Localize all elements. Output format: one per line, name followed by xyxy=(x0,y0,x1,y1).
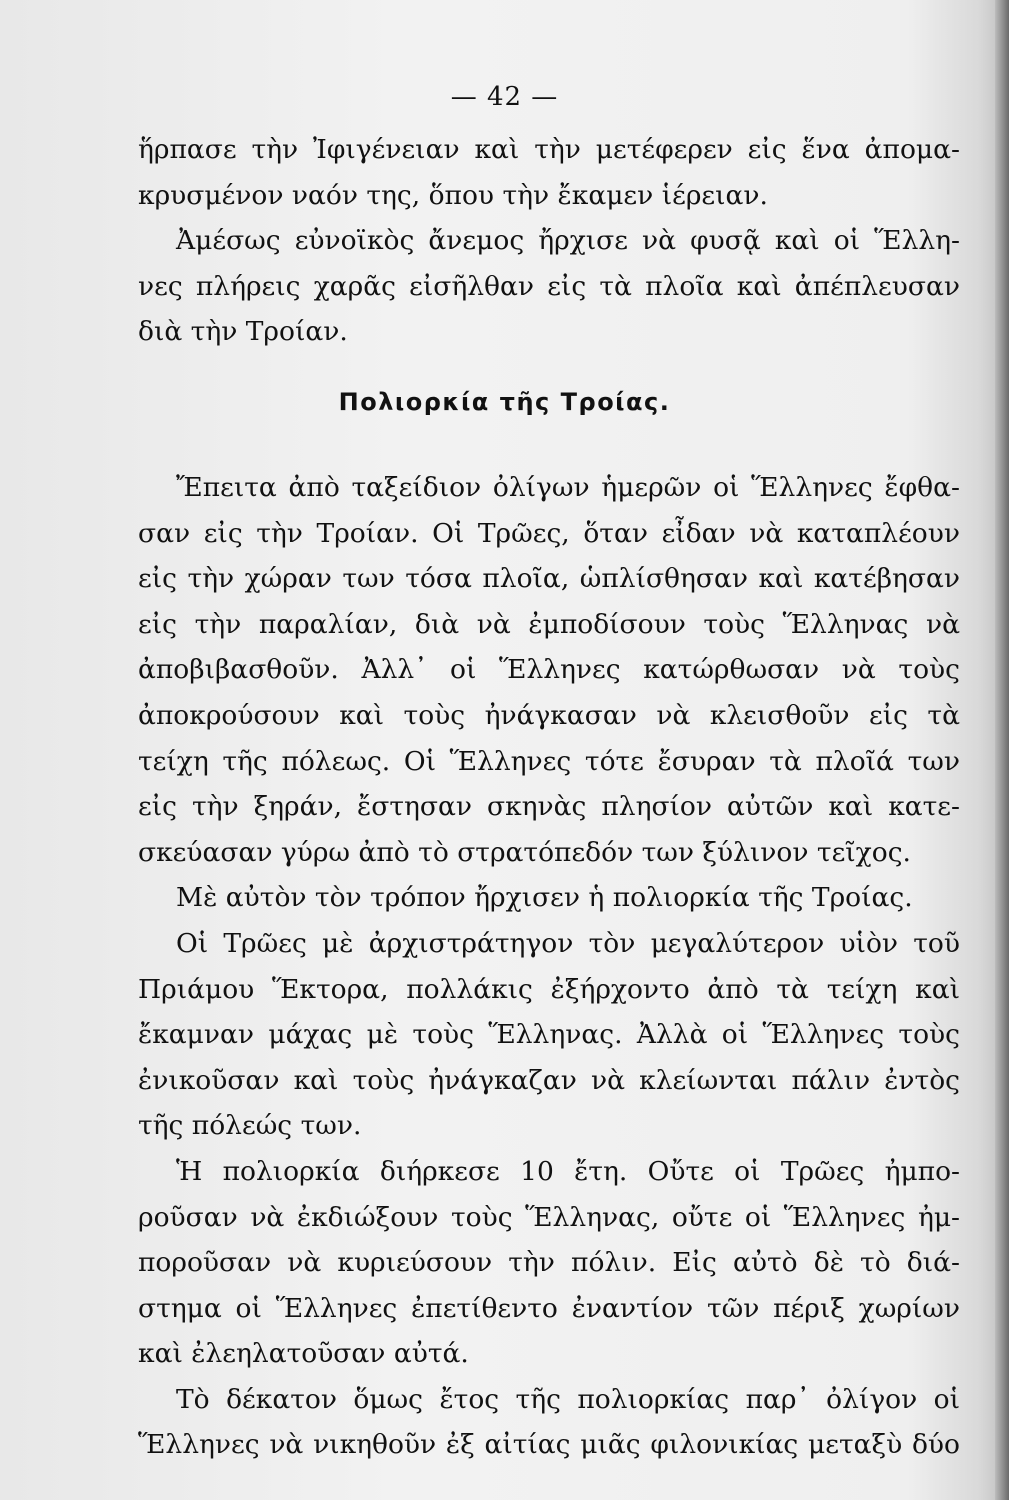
paragraph-3-line: εἰς τὴν ξηράν, ἔστησαν σκηνὰς πλησίον αὐτῶν καὶ κατε- xyxy=(138,791,960,823)
paragraph-3-line: σαν εἰς τὴν Τροίαν. Οἱ Τρῶες, ὅταν εἶδαν νὰ καταπλέουν xyxy=(138,517,960,549)
paragraph-4-line: Μὲ αὐτὸν τὸν τρόπον ἤρχισεν ἡ πολιορκία τῆς Τροίας. xyxy=(176,882,913,914)
paragraph-5-line: τῆς πόλεώς των. xyxy=(138,1110,362,1142)
section-heading: Πολιορκία τῆς Τροίας. xyxy=(338,388,671,416)
page-binding-edge xyxy=(995,0,1009,1500)
paragraph-3-line: ἀποκρούσουν καὶ τοὺς ἠνάγκασαν νὰ κλεισθοῦν εἰς τὰ xyxy=(138,699,960,731)
paragraph-6-line: Ἡ πολιορκία διήρκεσε 10 ἔτη. Οὔτε οἱ Τρῶες ἠμπο- xyxy=(176,1155,960,1187)
paragraph-5-line: Πριάμου Ἕκτορα, πολλάκις ἐξήρχοντο ἀπὸ τὰ τείχη καὶ xyxy=(138,973,960,1005)
paragraph-2-line: Ἀμέσως εὐνοϊκὸς ἄνεμος ἤρχισε νὰ φυσᾷ καὶ οἱ Ἕλλη- xyxy=(176,225,960,257)
paragraph-3-line: τείχη τῆς πόλεως. Οἱ Ἕλληνες τότε ἔσυραν τὰ πλοῖά των xyxy=(138,745,960,777)
paragraph-5-line: ἐνικοῦσαν καὶ τοὺς ἠνάγκαζαν νὰ κλείωνται πάλιν ἐντὸς xyxy=(138,1064,960,1096)
paragraph-1-line: ἥρπασε τὴν Ἰφιγένειαν καὶ τὴν μετέφερεν εἰς ἕνα ἀπομα- xyxy=(138,134,960,165)
text-block-top xyxy=(138,127,960,355)
paragraph-3-line: εἰς τὴν παραλίαν, διὰ νὰ ἐμποδίσουν τοὺς Ἕλληνας νὰ xyxy=(138,608,960,640)
paragraph-3-line: σκεύασαν γύρω ἀπὸ τὸ στρατόπεδόν των ξύλινον τεῖχος. xyxy=(138,836,911,868)
paragraph-6-line: ποροῦσαν νὰ κυριεύσουν τὴν πόλιν. Εἰς αὐτὸ δὲ τὸ διά- xyxy=(138,1247,960,1279)
page-number: — 42 — xyxy=(450,82,559,112)
text-block-main xyxy=(138,465,960,1468)
paragraph-3-line: εἰς τὴν χώραν των τόσα πλοῖα, ὡπλίσθησαν καὶ κατέβησαν xyxy=(138,563,960,595)
paragraph-1-line: κρυσμένον ναόν της, ὅπου τὴν ἔκαμεν ἱέρειαν. xyxy=(138,179,768,211)
paragraph-3-line: ἀποβιβασθοῦν. Ἀλλ᾽ οἱ Ἕλληνες κατώρθωσαν νὰ τοὺς xyxy=(138,654,960,686)
paragraph-2-line: νες πλήρεις χαρᾶς εἰσῆλθαν εἰς τὰ πλοῖα καὶ ἀπέπλευσαν xyxy=(138,270,960,302)
paragraph-5-line: Οἱ Τρῶες μὲ ἀρχιστράτηγον τὸν μεγαλύτερον υἱὸν τοῦ xyxy=(176,927,960,959)
paragraph-6-line: καὶ ἐλεηλατοῦσαν αὐτά. xyxy=(138,1338,469,1370)
paragraph-2-line: διὰ τὴν Τροίαν. xyxy=(138,316,348,348)
paragraph-7-line: Ἕλληνες νὰ νικηθοῦν ἐξ αἰτίας μιᾶς φιλονικίας μεταξὺ δύο xyxy=(138,1429,960,1461)
paragraph-5-line: ἔκαμναν μάχας μὲ τοὺς Ἕλληνας. Ἀλλὰ οἱ Ἕλληνες τοὺς xyxy=(138,1019,960,1051)
paragraph-7-line: Τὸ δέκατον ὅμως ἔτος τῆς πολιορκίας παρ᾽ ὀλίγον οἱ xyxy=(176,1383,960,1415)
paragraph-6-line: στημα οἱ Ἕλληνες ἐπετίθεντο ἐναντίον τῶν πέριξ χωρίων xyxy=(138,1292,960,1324)
paragraph-6-line: ροῦσαν νὰ ἐκδιώξουν τοὺς Ἕλληνας, οὔτε οἱ Ἕλληνες ἠμ- xyxy=(138,1201,960,1233)
paragraph-3-line: Ἔπειτα ἀπὸ ταξείδιον ὀλίγων ἡμερῶν οἱ Ἕλληνες ἔφθα- xyxy=(176,472,960,503)
